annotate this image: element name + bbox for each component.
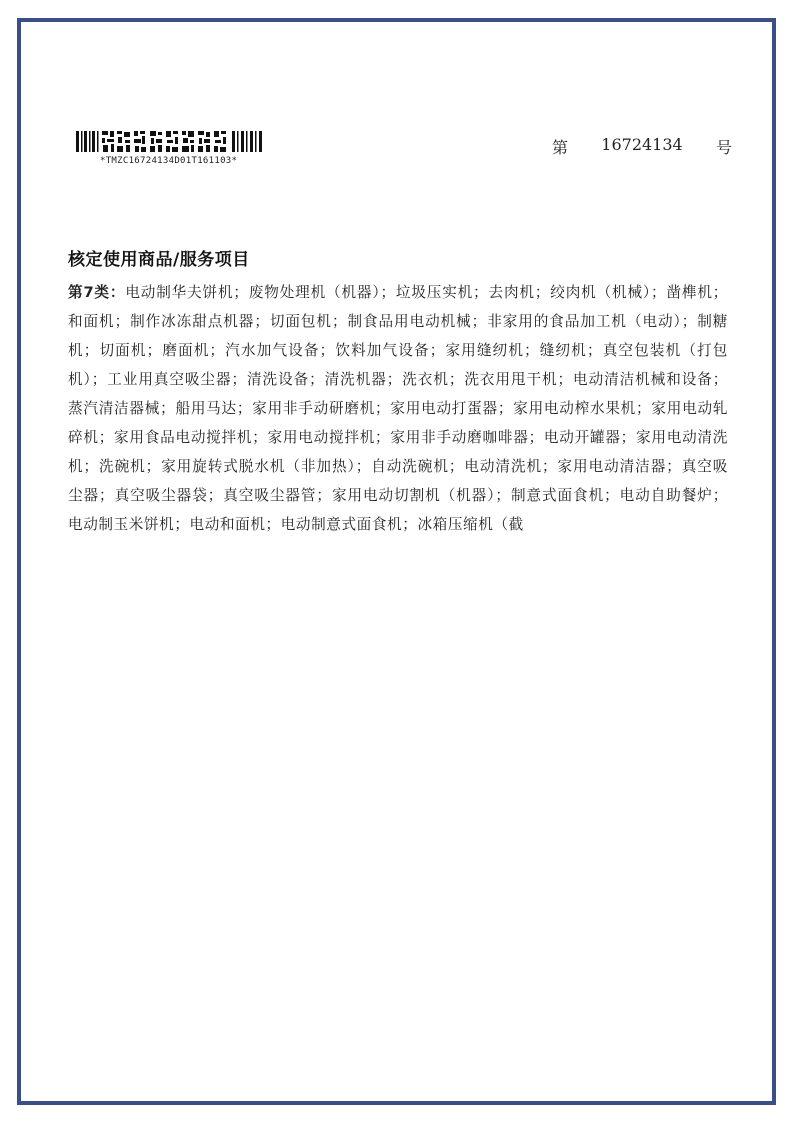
- document-border: [17, 18, 776, 1105]
- registration-prefix: 第: [552, 138, 569, 157]
- barcode-image: [76, 129, 271, 154]
- goods-items: [68, 278, 728, 539]
- goods-class-label: 第7类：: [68, 284, 126, 301]
- goods-list: [68, 278, 728, 539]
- registration-number-value: 16724134: [601, 135, 683, 154]
- barcode-code-text: *TMZC16724134D01T161103*: [100, 156, 238, 166]
- registration-suffix: 号: [715, 138, 732, 157]
- goods-items-text: 电动制华夫饼机；废物处理机（机器）；垃圾压实机；去肉机；绞肉机（机械）；凿榫机；和面机；制作冰冻甜点机器；切面包机；制食品用电动机械；非家用的食品加工机（电动）；制糖机；切面机；磨面机；汽水加气设备；饮料加气设备；家用缝纫机；缝纫机；真空包装机（打包机）；工业用真空吸尘器；清洗设备；清洗机器；洗衣机；洗衣用甩干机；电动清洁机械和设备；蒸汽清洁器械；船用马达；家用非手动研磨机；家用电动打蛋器；家用电动榨水果机；家用电动轧碎机；家用食品电动搅拌机；家用电动搅拌机；家用非手动磨咖啡器；电动开罐器；家用电动清洗机；洗碗机；家用旋转式脱水机（非加热）；自动洗碗机；电动清洗机；家用电动清洁器；真空吸尘器；真空吸尘器袋；真空吸尘器管；家用电动切割机（机器）；制意式面食机；电动自助餐炉；电动制玉米饼机；电动和面机；电动制意式面食机；冰箱压缩机（截: [68, 284, 728, 533]
- barcode-block: [76, 129, 276, 166]
- registration-number: [552, 135, 732, 158]
- section-title: 核定使用商品/服务项目: [68, 250, 250, 270]
